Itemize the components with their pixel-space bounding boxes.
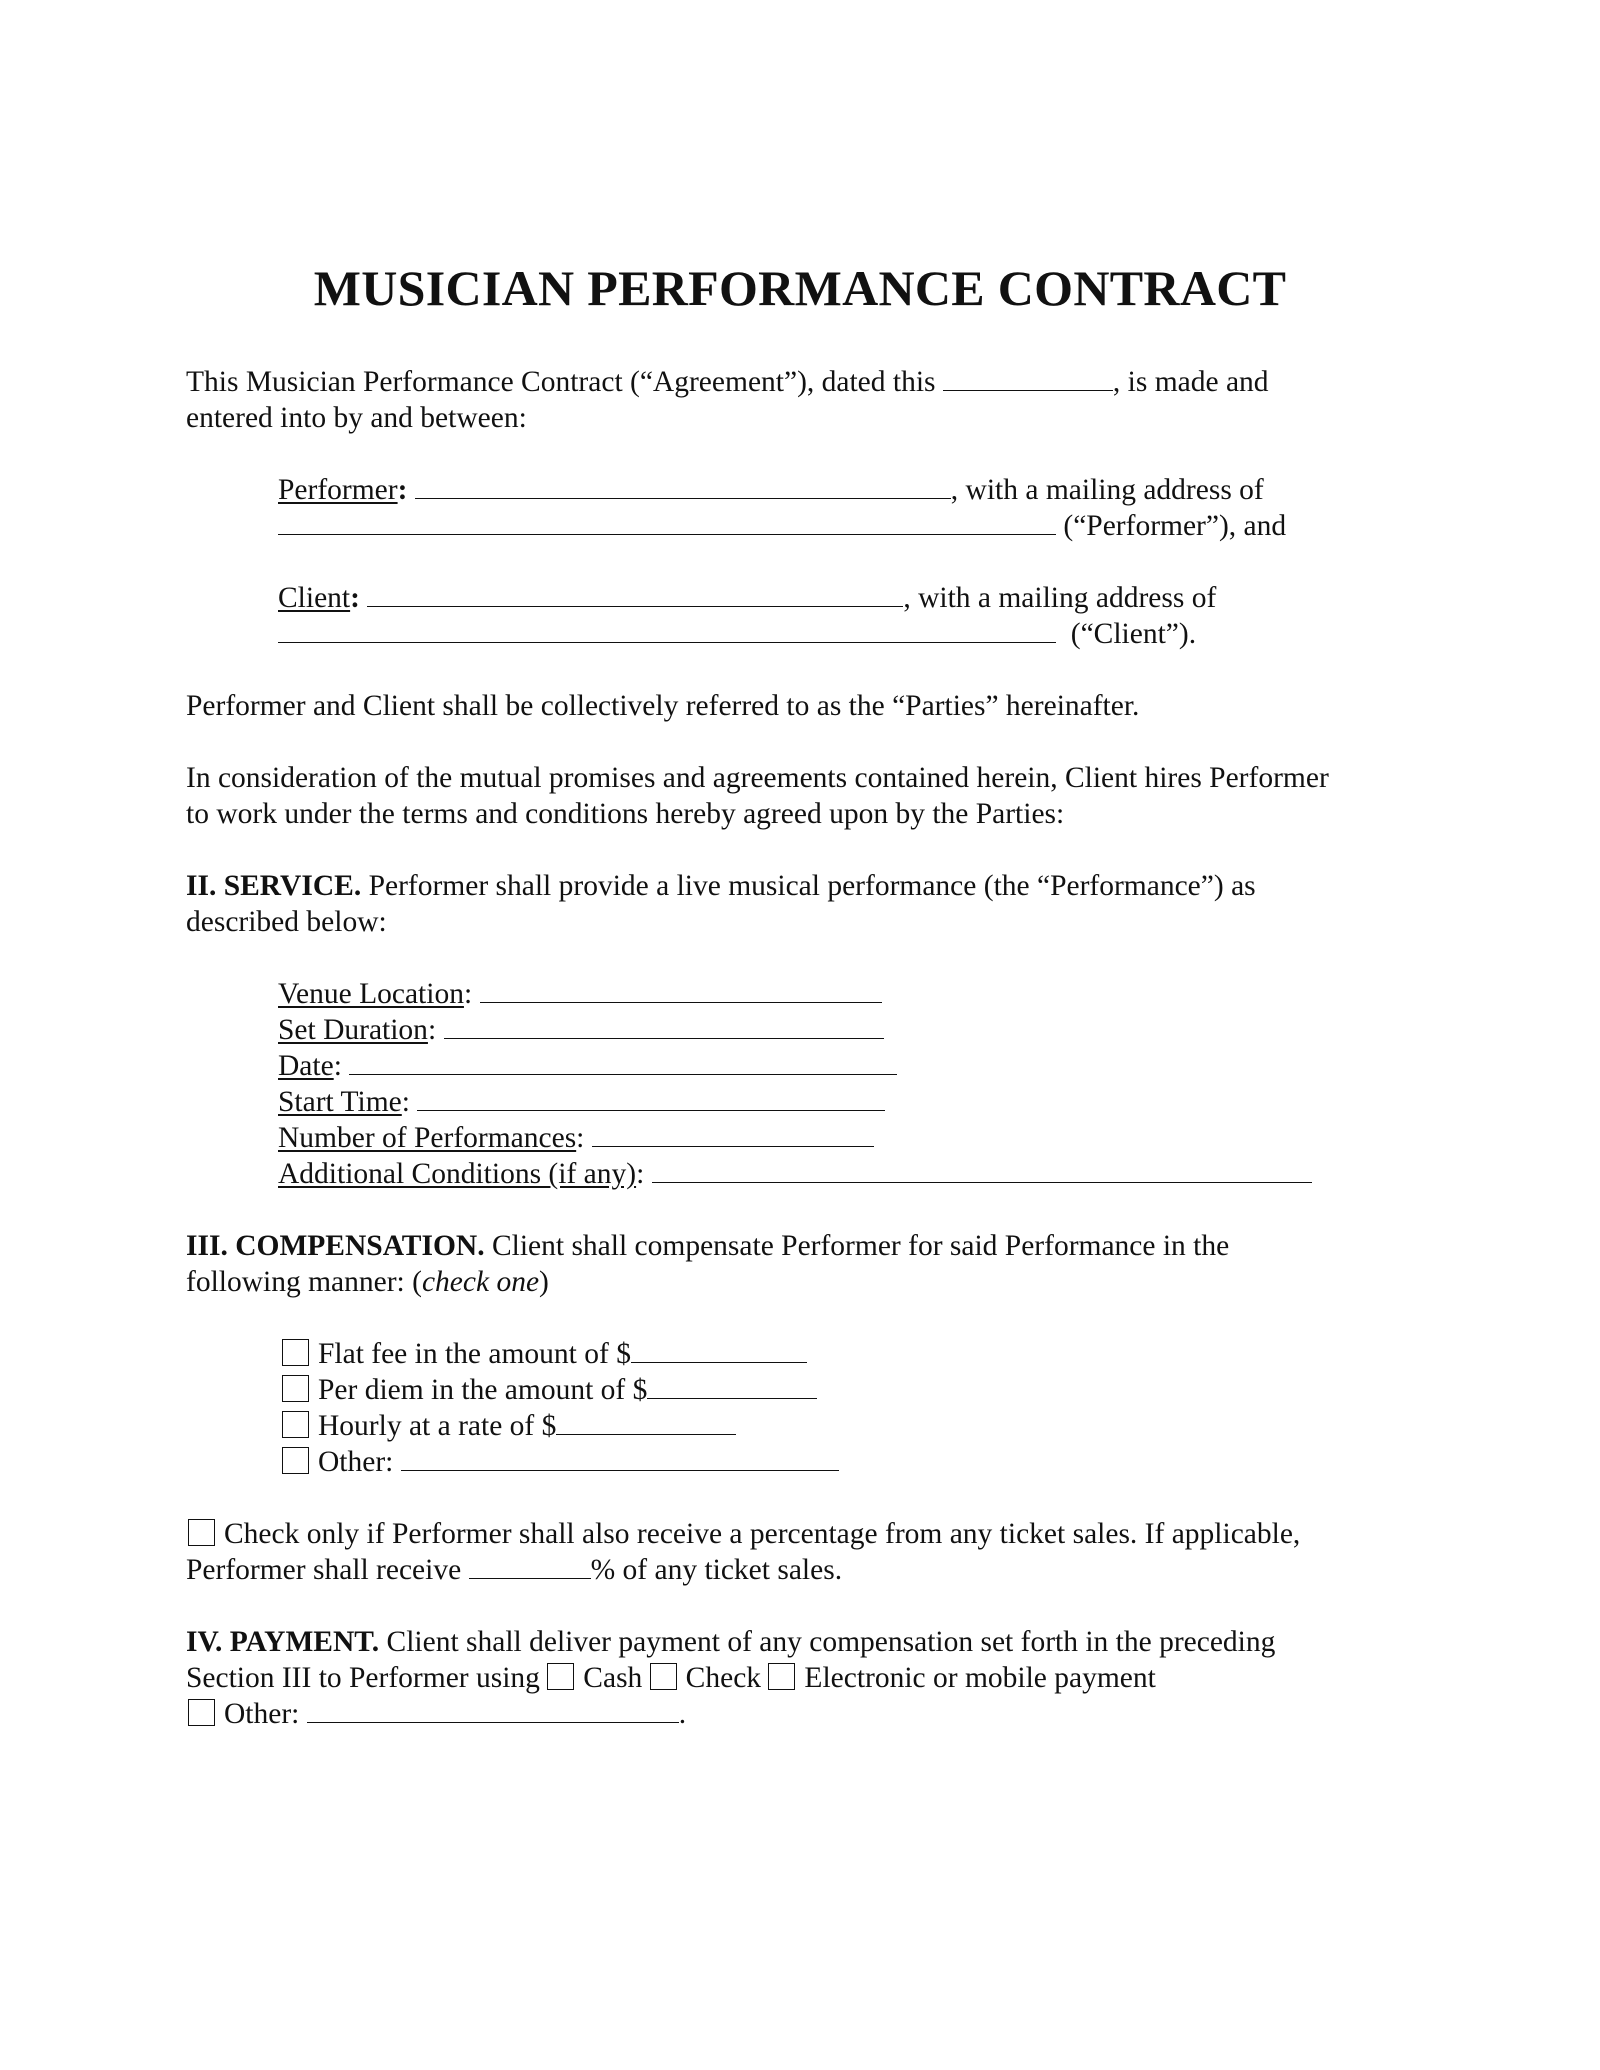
payment-text: Client shall deliver payment of any compensation set forth in the preceding [379,1626,1276,1658]
payment-line-1 [186,1624,1275,1660]
start-time-colon: : [401,1086,410,1118]
service-heading: II. SERVICE. [186,870,362,902]
option-hourly [282,1408,736,1444]
client-name-blank[interactable] [367,580,903,607]
additional-conditions-label: Additional Conditions (if any) [278,1158,637,1190]
performer-label: Performer [278,474,398,506]
ticket-sales-line-2 [186,1552,842,1588]
date-blank[interactable] [943,364,1113,391]
client-colon: : [350,582,360,614]
intro-text-after-date: , is made and [1112,366,1269,398]
intro-text: This Musician Performance Contract (“Agreement”), dated this [186,366,936,398]
ticket-sales-line-1 [188,1516,1300,1552]
additional-conditions-blank[interactable] [652,1156,1312,1183]
payment-line-2 [186,1660,1156,1696]
other-payment-checkbox[interactable] [188,1699,215,1726]
number-of-performances-blank[interactable] [592,1120,874,1147]
date-colon: : [333,1050,342,1082]
flat-fee-checkbox[interactable] [282,1339,309,1366]
consideration-line-1: In consideration of the mutual promises and agreements contained herein, Client hires Performer [186,762,1329,794]
option-flat-fee [282,1336,807,1372]
venue-location-label: Venue Location [278,978,464,1010]
option-other [282,1444,839,1480]
start-time-label: Start Time [278,1086,402,1118]
hourly-checkbox[interactable] [282,1411,309,1438]
other-payment-blank[interactable] [307,1696,679,1723]
performer-colon: : [397,474,408,506]
client-line-2 [278,616,1196,652]
ticket-sales-checkbox[interactable] [188,1519,215,1546]
client-label: Client [278,582,351,614]
intro-line-2: entered into by and between: [186,402,527,434]
service-field-venue [278,976,882,1012]
start-time-blank[interactable] [417,1084,885,1111]
per-diem-label: Per diem in the amount of $ [318,1374,648,1406]
compensation-heading: III. COMPENSATION. [186,1230,485,1262]
per-diem-checkbox[interactable] [282,1375,309,1402]
service-field-duration [278,1012,884,1048]
option-per-diem [282,1372,817,1408]
check-checkbox[interactable] [650,1663,677,1690]
performer-address-blank[interactable] [278,508,1056,535]
ticket-sales-receive-text: Performer shall receive [186,1554,469,1586]
other-compensation-blank[interactable] [401,1444,839,1471]
payment-heading: IV. PAYMENT. [186,1626,380,1658]
flat-fee-label: Flat fee in the amount of $ [318,1338,631,1370]
payment-line-3 [188,1696,686,1732]
consideration-line-2: to work under the terms and conditions hereby agreed upon by the Parties: [186,798,1065,830]
set-duration-colon: : [427,1014,437,1046]
document-title: MUSICIAN PERFORMANCE CONTRACT [313,260,1287,316]
client-line-1 [278,580,1216,616]
ticket-sales-percent-text: % of any ticket sales. [590,1554,843,1586]
service-field-number [278,1120,874,1156]
ticket-sales-text: Check only if Performer shall also receive a percentage from any ticket sales. If applicable, [224,1518,1301,1550]
compensation-line-2-prefix: following manner: ( [186,1266,422,1298]
compensation-line-2 [186,1264,549,1300]
performer-mailing-text: , with a mailing address of [950,474,1264,506]
number-of-performances-label: Number of Performances [278,1122,577,1154]
compensation-text: Client shall compensate Performer for said Performance in the [484,1230,1230,1262]
parties-note: Performer and Client shall be collectively referred to as the “Parties” hereinafter. [186,690,1140,722]
payment-method-prefix: Section III to Performer using [186,1662,540,1694]
cash-label: Cash [583,1662,643,1694]
compensation-line-2-suffix: ) [539,1266,549,1298]
ticket-percentage-blank[interactable] [469,1552,591,1579]
other-compensation-checkbox[interactable] [282,1447,309,1474]
other-compensation-label: Other: [318,1446,401,1478]
number-of-performances-colon: : [576,1122,585,1154]
performer-line-1 [278,472,1264,508]
set-duration-label: Set Duration [278,1014,428,1046]
cash-checkbox[interactable] [547,1663,574,1690]
hourly-label: Hourly at a rate of $ [318,1410,557,1442]
flat-fee-blank[interactable] [631,1336,807,1363]
electronic-payment-checkbox[interactable] [768,1663,795,1690]
service-text: Performer shall provide a live musical performance (the “Performance”) as [361,870,1256,902]
intro-line-1 [186,364,1269,400]
client-address-blank[interactable] [278,616,1056,643]
date-label: Date [278,1050,334,1082]
set-duration-blank[interactable] [444,1012,884,1039]
venue-location-colon: : [463,978,473,1010]
performer-line-2 [278,508,1286,544]
electronic-payment-label: Electronic or mobile payment [804,1662,1156,1694]
service-field-conditions [278,1156,1312,1192]
performer-name-blank[interactable] [415,472,951,499]
hourly-blank[interactable] [556,1408,736,1435]
other-payment-period: . [678,1698,687,1730]
additional-conditions-colon: : [636,1158,645,1190]
check-one-note: check one [421,1266,540,1298]
performance-date-blank[interactable] [349,1048,897,1075]
compensation-line-1 [186,1228,1229,1264]
venue-location-blank[interactable] [480,976,882,1003]
service-field-date [278,1048,897,1084]
service-field-start-time [278,1084,885,1120]
per-diem-blank[interactable] [647,1372,817,1399]
service-line-2: described below: [186,906,387,938]
client-role-text: (“Client”). [1070,618,1197,650]
other-payment-label: Other: [224,1698,307,1730]
service-line-1 [186,868,1256,904]
check-label: Check [685,1662,762,1694]
client-mailing-text: , with a mailing address of [903,582,1217,614]
performer-role-text: (“Performer”), and [1063,510,1287,542]
